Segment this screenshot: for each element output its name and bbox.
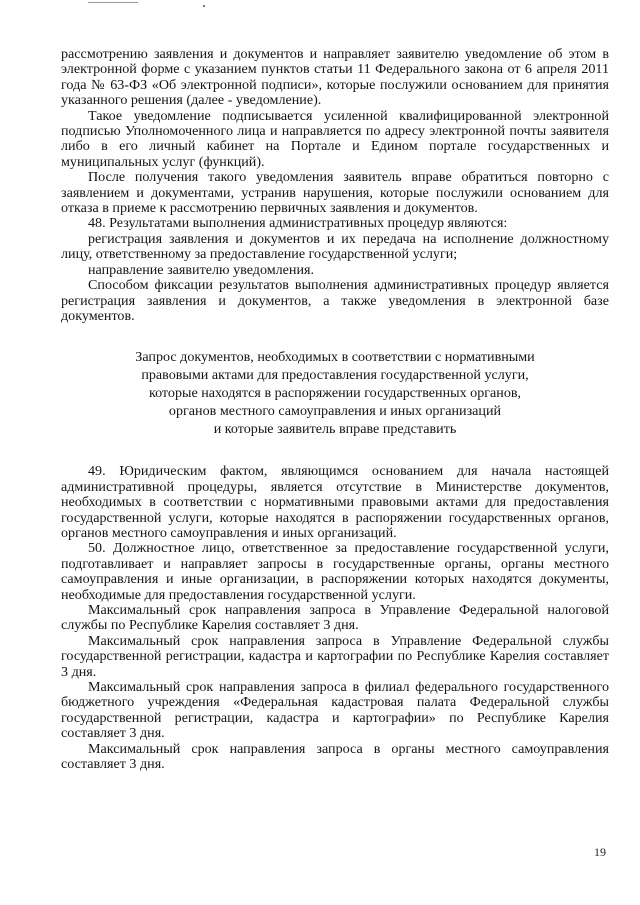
paragraph-deadline-cadastre: Максимальный срок направления запроса в филиал федерального государственного бюджетного учреждения «Федеральная кадастровая палата Федеральной службы государственной регистрации, кадастра и картографии» по Республике Карелия составляет 3 дня.	[61, 679, 609, 742]
heading-line: органов местного самоуправления и иных организаций	[168, 403, 502, 420]
heading-line: правовыми актами для предоставления государственной услуги,	[141, 367, 529, 384]
paragraph-50: 50. Должностное лицо, ответственное за предоставление государственной услуги, подготавливает и направляет запросы в государственные органы, органы местного самоуправления и иные организации, в распоряжении которых находятся документы, необходимые для предоставления государственной услуги.	[61, 540, 609, 603]
paragraph-registration: регистрация заявления и документов и их передача на исполнение должностному лицу, ответственному за предоставление государственной услуги;	[61, 230, 609, 263]
page-number: 19	[594, 845, 606, 859]
heading-line: и которые заявитель вправе представить	[213, 421, 457, 438]
paragraph-reapply: После получения такого уведомления заявитель вправе обратиться повторно с заявлением и документами, устранив нарушения, которые послужили основанием для отказа в приеме к рассмотрению первичных заявления и документов.	[61, 169, 609, 217]
paragraph-48: 48. Результатами выполнения административных процедур являются:	[88, 215, 508, 232]
heading-line: Запрос документов, необходимых в соответствии с нормативными	[135, 349, 535, 366]
paragraph-fixation-method: Способом фиксации результатов выполнения административных процедур является регистрация заявления и документов, а также уведомления в электронной базе документов.	[61, 277, 609, 324]
scan-artifact-dot	[203, 5, 205, 7]
heading-line: которые находятся в распоряжении государственных органов,	[148, 385, 522, 402]
paragraph-deadline-registry: Максимальный срок направления запроса в Управление Федеральной службы государственной регистрации, кадастра и картографии по Республике Карелия составляет 3 дня.	[61, 632, 609, 680]
paragraph-notification-signing: Такое уведомление подписывается усиленной квалифицированной электронной подписью Уполномоченного лица и направляется по адресу электронной почты заявителя либо в его личный кабинет на Портале и Едином портале государственных и муниципальных услуг (функций).	[61, 107, 609, 170]
section-heading	[61, 348, 609, 438]
paragraph-continuation: рассмотрению заявления и документов и направляет заявителю уведомление об этом в электронной форме с указанием пунктов статьи 11 Федерального закона от 6 апреля 2011 года № 63-ФЗ «Об электронной подписи», которые послужили основанием для принятия указанного решения (далее - уведомление).	[61, 46, 609, 109]
paragraph-deadline-tax: Максимальный срок направления запроса в Управление Федеральной налоговой службы по Республике Карелия составляет 3 дня.	[61, 601, 609, 634]
paragraph-notify-applicant: направление заявителю уведомления.	[88, 261, 315, 278]
scan-artifact-line	[88, 2, 138, 3]
document-body	[61, 47, 609, 772]
paragraph-49: 49. Юридическим фактом, являющимся основанием для начала настоящей административной процедуры, является отсутствие в Министерстве документов, необходимых в соответствии с нормативными правовыми актами для предоставления государственной услуги, которые находятся в распоряжении государственных органов, органов местного самоуправления и иных организаций.	[61, 463, 609, 541]
paragraph-deadline-local: Максимальный срок направления запроса в органы местного самоуправления составляет 3 дня.	[61, 740, 609, 773]
